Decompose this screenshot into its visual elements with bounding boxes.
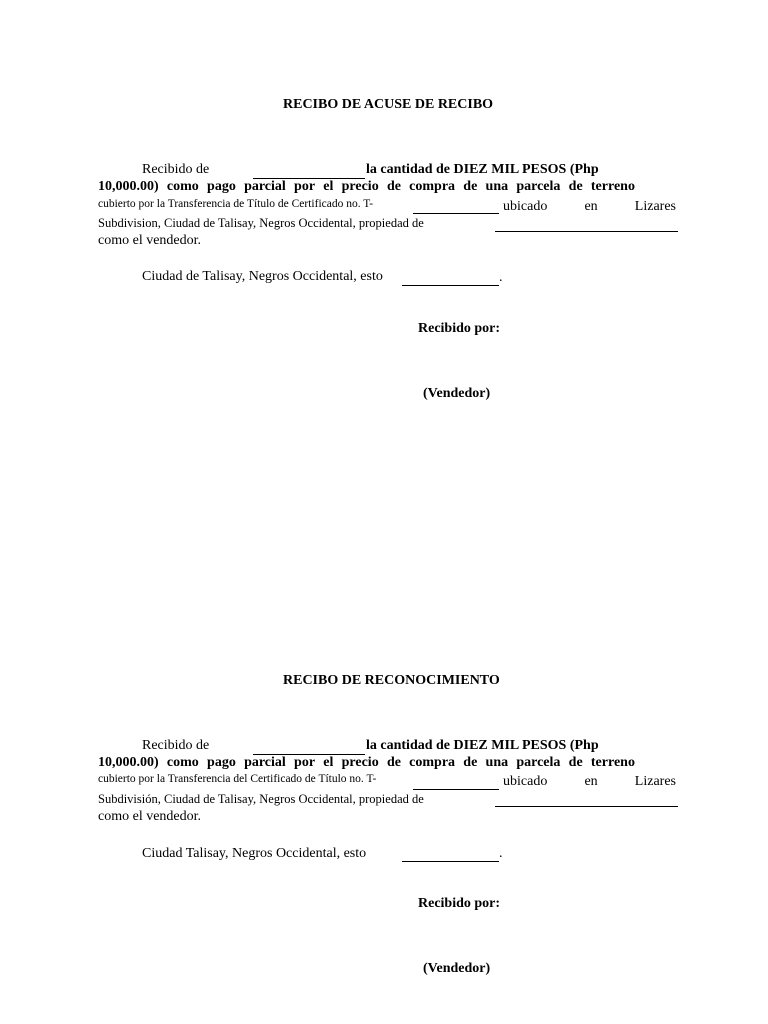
period: . xyxy=(499,846,503,861)
seller-label: (Vendedor) xyxy=(423,961,491,976)
seller-label: (Vendedor) xyxy=(423,386,491,401)
received-from-label: Recibido de xyxy=(142,738,210,753)
payment-line: 10,000.00) como pago parcial por el precio de compra de una parcela de terreno xyxy=(98,179,635,194)
received-from-label: Recibido de xyxy=(142,162,210,177)
covered-by-text: cubierto por la Transferencia del Certificado de Título no. T- xyxy=(98,773,377,785)
city-line: Ciudad de Talisay, Negros Occidental, esto xyxy=(142,269,383,284)
payment-line: 10,000.00) como pago parcial por el precio de compra de una parcela de terreno xyxy=(98,755,635,770)
subdivision-text: Subdivision, Ciudad de Talisay, Negros Occidental, propiedad de xyxy=(98,216,424,230)
received-by-label: Recibido por: xyxy=(418,321,501,336)
owner-name-blank[interactable] xyxy=(495,806,678,807)
title-number-blank[interactable] xyxy=(413,789,499,790)
location-words: ubicado en Lizares xyxy=(503,199,676,214)
received-by-label: Recibido por: xyxy=(418,896,501,911)
receipt-title: RECIBO DE RECONOCIMIENTO xyxy=(283,673,500,688)
as-seller-text: como el vendedor. xyxy=(98,809,202,824)
amount-text: la cantidad de DIEZ MIL PESOS (Php xyxy=(366,162,599,177)
receipt-title: RECIBO DE ACUSE DE RECIBO xyxy=(283,97,494,112)
as-seller-text: como el vendedor. xyxy=(98,233,202,248)
amount-text: la cantidad de DIEZ MIL PESOS (Php xyxy=(366,738,599,753)
period: . xyxy=(499,270,503,285)
location-words: ubicado en Lizares xyxy=(503,774,676,789)
date-blank[interactable] xyxy=(402,861,499,862)
city-line: Ciudad Talisay, Negros Occidental, esto xyxy=(142,846,367,861)
covered-by-text: cubierto por la Transferencia de Título de Certificado no. T- xyxy=(98,198,374,210)
subdivision-text: Subdivisión, Ciudad de Talisay, Negros Occidental, propiedad de xyxy=(98,792,424,806)
